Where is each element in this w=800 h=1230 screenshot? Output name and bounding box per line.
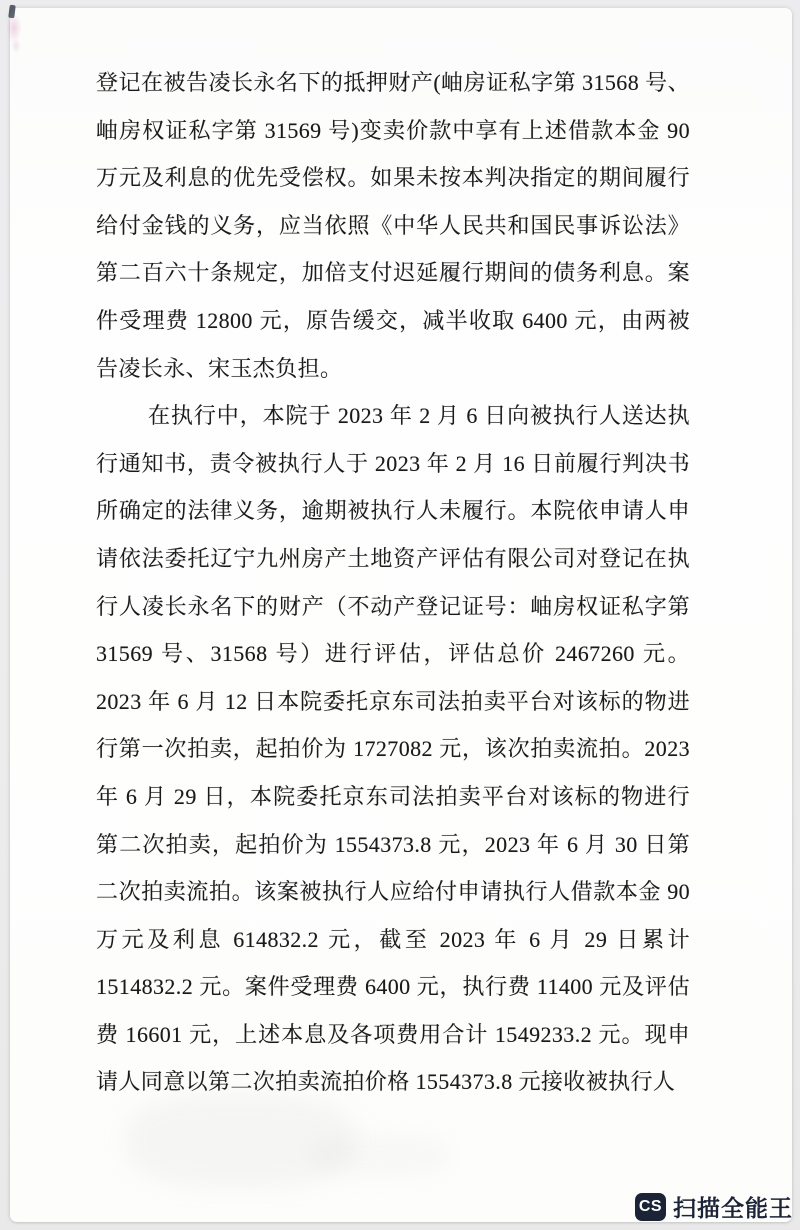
paragraph-2: 在执行中，本院于 2023 年 2 月 6 日向被执行人送达执行通知书，责令被执行人于 2023 年 2 月 16 日前履行判决书所确定的法律义务，逾期被执行人未履行。本院依申请人申请依法委托辽宁九州房产土地资产评估有限公司对登记在执行人凌长永名下的财产（不动产登记证号：岫房权证私字第 31569 号、31568 号）进行评估，评估总价 2467260 元。2023 年 6 月 12 日本院委托京东司法拍卖平台对该标的物进行第一次拍卖，起拍价为 1727082 元，该次拍卖流拍。2023 年 6 月 29 日，本院委托京东司法拍卖平台对该标的物进行第二次拍卖，起拍价为 1554373.8 元，2023 年 6 月 30 日第二次拍卖流拍。该案被执行人应给付申请执行人借款本金 90 万元及利息 614832.2 元，截至 2023 年 6 月 29 日累计 1514832.2 元。案件受理费 6400 元，执行费 11400 元及评估费 16601 元，上述本息及各项费用合计 1549233.2 元。现申请人同意以第二次拍卖流拍价格 1554373.8 元接收被执行人 (96, 403, 690, 1095)
camscanner-label: 扫描全能王 (673, 1195, 793, 1221)
scan-bleed-smudge (310, 1133, 450, 1178)
scan-artifact-smudge (11, 38, 21, 54)
camscanner-logo-icon: CS (635, 1193, 666, 1221)
document-page (10, 8, 792, 1222)
paragraph-1: 登记在被告凌长永名下的抵押财产(岫房证私字第 31568 号、岫房权证私字第 31569 号)变卖价款中享有上述借款本金 90 万元及利息的优先受偿权。如果未按本判决指定的期间履行给付金钱的义务，应当依照《中华人民共和国民事诉讼法》第二百六十条规定，加倍支付迟延履行期间的债务利息。案件受理费 12800 元，原告缓交，减半收取 6400 元，由两被告凌长永、宋玉杰负担。 (96, 70, 690, 381)
camscanner-watermark (635, 1190, 793, 1223)
document-text (96, 59, 690, 1106)
